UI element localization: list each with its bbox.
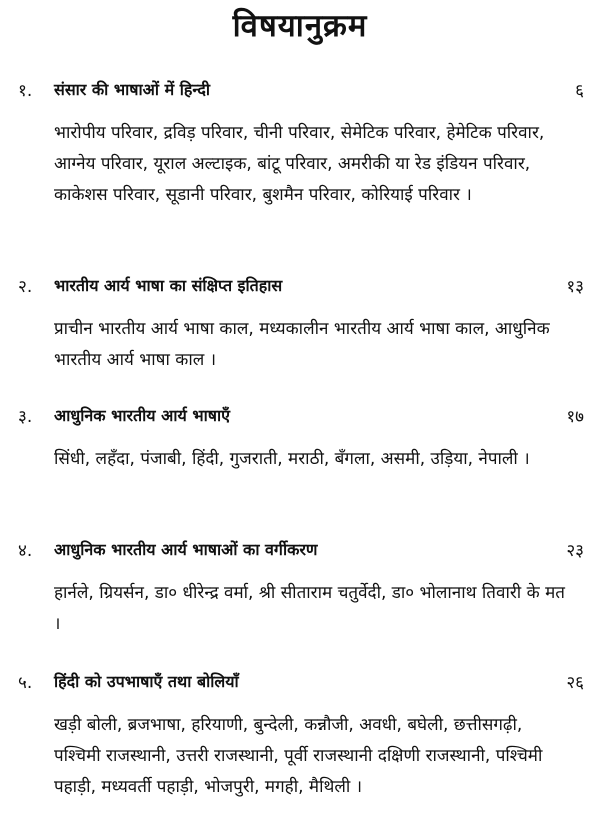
entry-number: ४. <box>18 541 33 561</box>
entry-header <box>18 402 584 432</box>
toc-entry-1 <box>18 76 584 211</box>
entry-header <box>18 76 584 106</box>
entry-heading: आधुनिक भारतीय आर्य भाषाएँ <box>54 406 230 425</box>
entry-page-number: ६ <box>575 81 584 101</box>
entry-header <box>18 536 584 566</box>
entry-heading: भारतीय आर्य भाषा का संक्षिप्त इतिहास <box>54 276 283 295</box>
entry-page-number: १३ <box>566 277 584 297</box>
entry-header <box>18 272 584 302</box>
entry-heading: आधुनिक भारतीय आर्य भाषाओं का वर्गीकरण <box>54 540 318 559</box>
page-title: विषयानुक्रम <box>232 8 368 44</box>
toc-entry-2 <box>18 272 584 376</box>
entry-page-number: १७ <box>566 407 584 427</box>
entry-page-number: २३ <box>566 541 584 561</box>
entry-page-number: २६ <box>566 673 584 693</box>
entry-description: प्राचीन भारतीय आर्य भाषा काल, मध्यकालीन भारतीय आर्य भाषा काल, आधुनिक भारतीय आर्य भाषा काल । <box>54 319 550 370</box>
entry-heading: हिंदी को उपभाषाएँ तथा बोलियाँ <box>54 672 239 691</box>
entry-description: खड़ी बोली, ब्रजभाषा, हरियाणी, बुन्देली, कन्नौजी, अवधी, बघेली, छत्तीसगढ़ी, पश्चिमी राजस्थानी, उत्तरी राजस्थानी, पूर्वी राजस्थानी दक्षिणी राजस्थानी, पश्चिमी पहाड़ी, मध्यवर्ती पहाड़ी, भोजपुरी, मगही, मैथिली । <box>54 715 543 797</box>
entry-description: हार्नले, ग्रियर्सन, डा० धीरेन्द्र वर्मा, श्री सीताराम चतुर्वेदी, डा० भोलानाथ तिवारी के मत । <box>54 583 565 634</box>
toc-entry-4 <box>18 536 584 640</box>
entry-number: १. <box>18 81 33 101</box>
toc-entry-3 <box>18 402 584 475</box>
entry-description: भारोपीय परिवार, द्रविड़ परिवार, चीनी परिवार, सेमेटिक परिवार, हेमेटिक परिवार, आग्नेय परिवार, यूराल अल्टाइक, बांटू परिवार, अमरीकी या रेड इंडियन परिवार, काकेशस परिवार, सूडानी परिवार, बुशमैन परिवार, कोरियाई परिवार । <box>54 123 545 205</box>
toc-entry-5 <box>18 668 584 803</box>
entry-number: ५. <box>18 673 33 693</box>
entry-number: २. <box>18 277 33 297</box>
entry-description: सिंधी, लहँदा, पंजाबी, हिंदी, गुजराती, मराठी, बँगला, असमी, उड़िया, नेपाली । <box>54 449 530 469</box>
entry-number: ३. <box>18 407 33 427</box>
entry-heading: संसार की भाषाओं में हिन्दी <box>54 80 210 99</box>
entry-header <box>18 668 584 698</box>
